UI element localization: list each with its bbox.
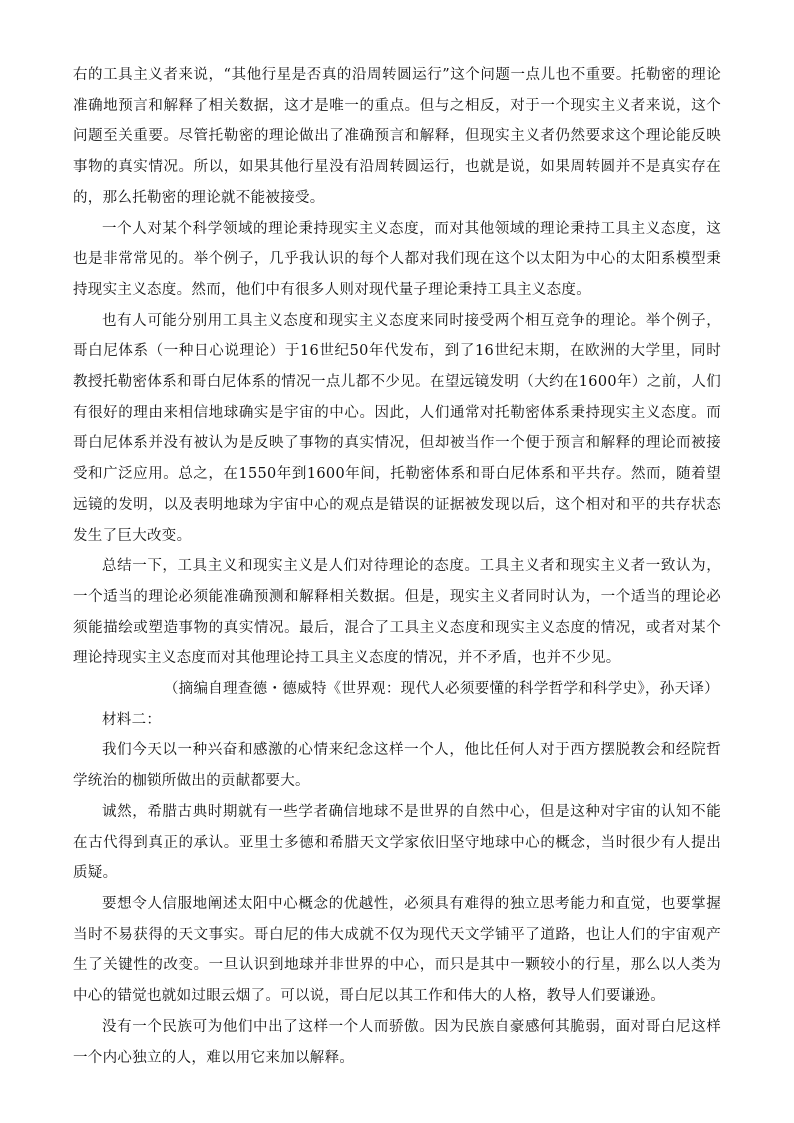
source-citation: （摘编自理查德・德威特《世界观：现代人必须要懂的科学哲学和科学史》，孙天译） [163, 681, 719, 698]
paragraph: 诚然，希腊古典时期就有一些学者确信地球不是世界的自然中心，但是这种对宇宙的认知不能在古代得到真正的承认。亚里士多德和希腊天文学家依旧坚守地球中心的概念，当时很少有人提出质疑。 [73, 803, 721, 882]
paragraph: 一个人对某个科学领域的理论秉持现实主义态度，而对其他领域的理论秉持工具主义态度，这也是非常常见的。举个例子，几乎我认识的每个人都对我们现在这个以太阳为中心的太阳系模型秉持现实主义态度。然而，他们中有很多人则对现代量子理论秉持工具主义态度。 [73, 220, 721, 298]
paragraph: 总结一下，工具主义和现实主义是人们对待理论的态度。工具主义者和现实主义者一致认为，一个适当的理论必须能准确预测和解释相关数据。但是，现实主义者同时认为，一个适当的理论必须能描绘或塑造事物的真实情况。最后，混合了工具主义态度和现实主义态度的情况，或者对某个理论持现实主义态度而对其他理论持工具主义态度的情况，并不矛盾，也并不少见。 [73, 558, 721, 667]
paragraph: 也有人可能分别用工具主义态度和现实主义态度来同时接受两个相互竞争的理论。举个例子，哥白尼体系（一种日心说理论）于16世纪50年代发布，到了16世纪末期，在欧洲的大学里，同时教授托勒密体系和哥白尼体系的情况一点儿都不少见。在望远镜发明（大约在1600年）之前，人们有很好的理由来相信地球确实是宇宙的中心。因此，人们通常对托勒密体系秉持现实主义态度。而哥白尼体系并没有被认为是反映了事物的真实情况，但却被当作一个便于预言和解释的理论而被接受和广泛应用。总之，在1550年到1600年间，托勒密体系和哥白尼体系和平共存。然而，随着望远镜的发明，以及表明地球为宇宙中心的观点是错误的证据被发现以后，这个相对和平的共存状态发生了巨大改变。 [73, 312, 721, 544]
paragraph: 没有一个民族可为他们中出了这样一个人而骄傲。因为民族自豪感何其脆弱，面对哥白尼这样一个内心独立的人，难以用它来加以解释。 [73, 1018, 721, 1066]
document-page [73, 60, 721, 1073]
paragraph-continued: 右的工具主义者来说，“其他行星是否真的沿周转圆运行”这个问题一点儿也不重要。托勒密的理论准确地预言和解释了相关数据，这才是唯一的重点。但与之相反，对于一个现实主义者来说，这个问题至关重要。尽管托勒密的理论做出了准确预言和解释，但现实主义者仍然要求这个理论能反映事物的真实情况。所以，如果其他行星没有沿周转圆运行，也就是说，如果周转圆并不是真实存在的，那么托勒密的理论就不能被接受。 [73, 67, 721, 206]
paragraph: 要想令人信服地阐述太阳中心概念的优越性，必须具有难得的独立思考能力和直觉，也要掌握当时不易获得的天文事实。哥白尼的伟大成就不仅为现代天文学铺平了道路，也让人们的宇宙观产生了关键性的改变。一旦认识到地球并非世界的中心，而只是其中一颗较小的行星，那么以人类为中心的错觉也就如过眼云烟了。可以说，哥白尼以其工作和伟大的人格，教导人们要谦逊。 [73, 895, 721, 1005]
section-title: 材料二： [102, 711, 162, 728]
paragraph: 我们今天以一种兴奋和感激的心情来纪念这样一个人，他比任何人对于西方摆脱教会和经院哲学统治的枷锁所做出的贡献都要大。 [73, 742, 721, 790]
